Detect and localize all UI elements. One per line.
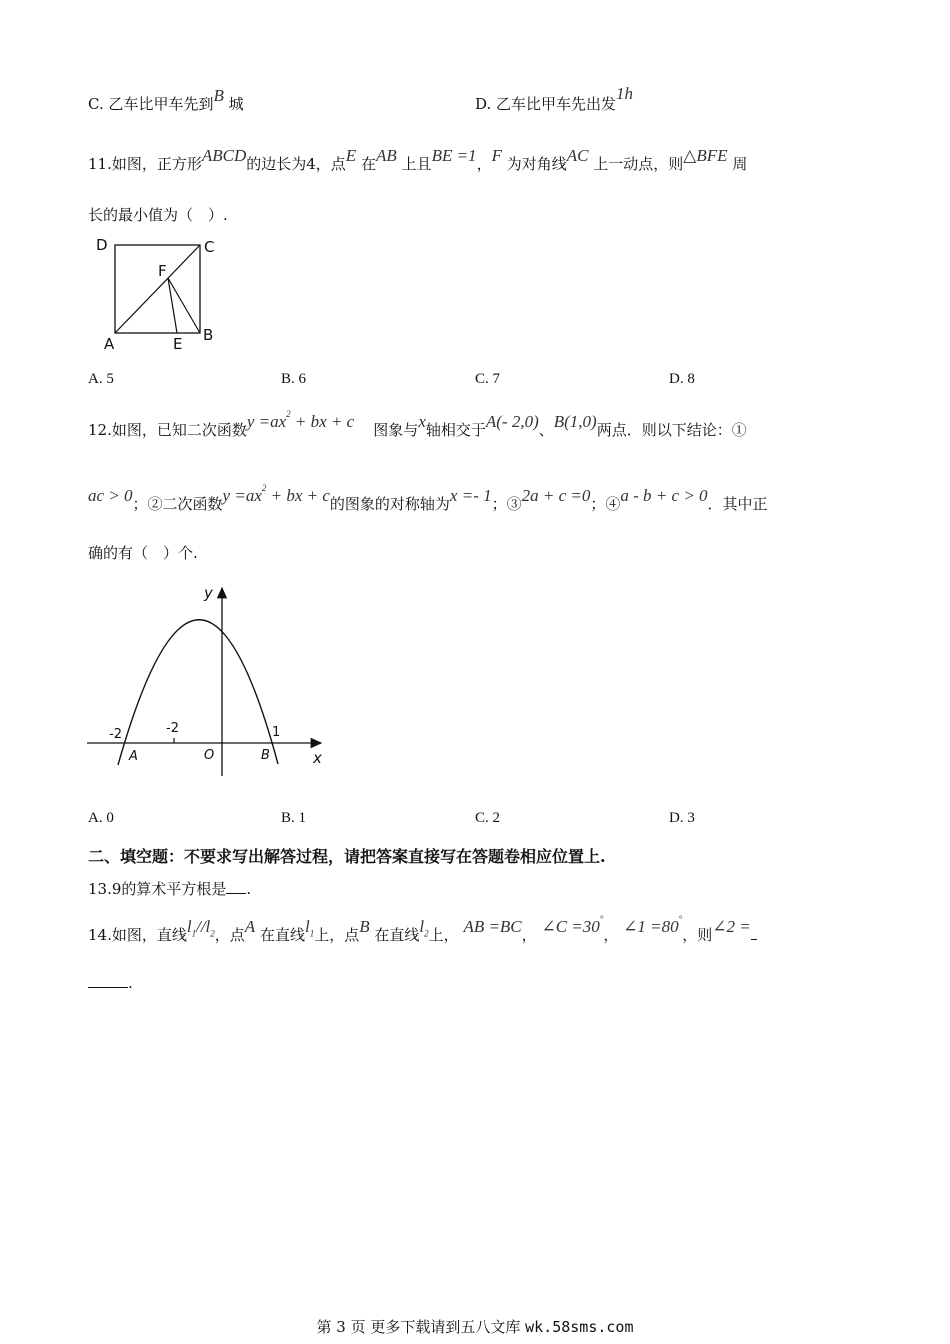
q11-math: E [345,146,357,165]
q13-text: 13.9的算术平方根是 [88,880,227,898]
q11-text: 11.如图，正方形 [88,155,202,173]
q11-math: F [491,146,502,165]
label-x: x [313,749,322,767]
label-one: 1 [272,725,281,740]
q14-text: ， [603,926,619,944]
q12-text: 、 [538,421,554,439]
q14-math: A [244,917,256,936]
q10-option-c-text: C. 乙车比甲车先到 [88,95,214,113]
q11-stem-line1 [88,146,748,174]
footer-url[interactable]: wk.58sms.com [525,1318,634,1336]
q13-answer-blank[interactable] [226,879,246,894]
q12-text: ．其中正 [707,495,768,513]
label-b: B [203,326,214,344]
q14-text: ，点 [214,926,245,944]
q13-stem [88,878,251,899]
q14-text: 在直线 [374,926,420,944]
q10-option-d-text: D. 乙车比甲车先出发 [475,95,617,113]
q12-stem-line2 [88,483,768,514]
label-point-a: A [129,749,138,764]
q14-text: 上，点 [314,926,360,944]
q11-text: 上且 [401,155,432,173]
q10-option-c-tail: 城 [228,95,244,113]
q14-text: 14.如图，直线 [88,926,187,944]
q12-option-d: D. 3 [669,810,695,826]
q12-point-b: B(1,0) [553,412,597,431]
label-neg2-a: -2 [109,727,122,742]
q11-option-d: D. 8 [669,371,695,387]
q11-option-b: B. 6 [281,371,307,387]
q11-text: ， [476,155,492,173]
q12-text: 轴相交于 [425,421,486,439]
q12-option-b: B. 1 [281,810,307,826]
label-d: D [96,236,108,254]
footer-text: 第 3 页 更多下载请到五八文库 [316,1318,526,1336]
q14-text: ，则 [682,926,713,944]
q13-tail: . [246,880,252,898]
q12-text: 12.如图，已知二次函数 [88,421,247,439]
q14-stem-line2 [88,973,133,992]
label-point-b: B [261,748,270,763]
page-footer [0,1316,950,1337]
label-origin: O [204,748,215,763]
q12-math: ac > 0 [88,486,133,505]
q14-angle-1: ∠1 =80° [623,914,683,936]
q12-point-a: A(- 2,0) [485,412,539,431]
q11-math: AB [375,146,397,165]
q12-text: ；④ [590,495,621,513]
q10-option-d-math: 1h [616,84,634,103]
q12-text: ；③ [491,495,522,513]
q14-text: 上， [428,926,459,944]
q14-text: ， [521,926,537,944]
q11-text: 上一动点，则 [593,155,684,173]
q12-text: ；②二次函数 [132,495,223,513]
q14-stem-line1 [88,914,757,946]
q14-math: AB =BC [463,917,522,936]
q11-square-figure [88,232,238,357]
q11-option-a: A. 5 [88,371,114,387]
q11-math: △BFE [683,146,728,165]
q12-math: x =- 1 [449,486,492,505]
q14-math: B [359,917,370,936]
q12-math: a - b + c > 0 [620,486,708,505]
q12-text: 两点．则以下结论：① [596,421,747,439]
q14-line-l2: $l_2$ [419,917,429,939]
q12-math: x [418,412,426,431]
q12-equation-2: $y =ax^2$ + bx + c [222,483,330,505]
label-c: C [204,238,215,256]
q11-text: 为对角线 [506,155,567,173]
q12-option-a: A. 0 [88,810,114,826]
q11-text: 在 [360,155,376,173]
q12-parabola-graph [85,582,335,782]
q12-stem-line1 [88,409,747,440]
q12-text: 图象与 [373,421,419,439]
label-f: F [158,262,167,280]
q11-math: ABCD [201,146,247,165]
q11-math: BE =1 [431,146,477,165]
q14-math: ∠2 = [712,917,751,936]
q14-angle-c: ∠C =30° [541,914,604,936]
q12-option-c: C. 2 [475,810,501,826]
q11-option-c: C. 7 [475,371,501,387]
q10-option-c [88,86,244,114]
q11-math: AC [566,146,589,165]
q12-text: 的图象的对称轴为 [329,495,450,513]
q10-option-d [475,84,634,114]
label-neg2-b: -2 [166,721,179,736]
q12-stem-line3: 确的有（ ）个. [88,544,198,562]
label-y: y [204,584,213,602]
q14-answer-blank-b[interactable] [88,973,128,988]
section2-heading: 二、填空题：不要求写出解答过程，请把答案直接写在答题卷相应位置上. [88,847,606,866]
q12-math: 2a + c =0 [521,486,591,505]
q12-equation: $y =ax^2$ + bx + c [246,409,355,431]
q14-text: 在直线 [259,926,305,944]
label-a: A [104,335,115,353]
q14-answer-blank-a[interactable] [751,925,757,940]
q10-option-c-math: B [213,86,224,105]
q11-text: 周 [732,155,748,173]
label-e: E [173,335,183,353]
q14-tail: . [128,974,133,992]
q14-line-l1: $l_1$ [304,917,315,939]
q11-stem-line2: 长的最小值为（ ）. [88,206,228,224]
diagonal-ac [115,245,200,333]
q11-text: 的边长为4，点 [246,155,346,173]
q14-parallel-lines: $l_1//l_2$ [186,917,215,939]
